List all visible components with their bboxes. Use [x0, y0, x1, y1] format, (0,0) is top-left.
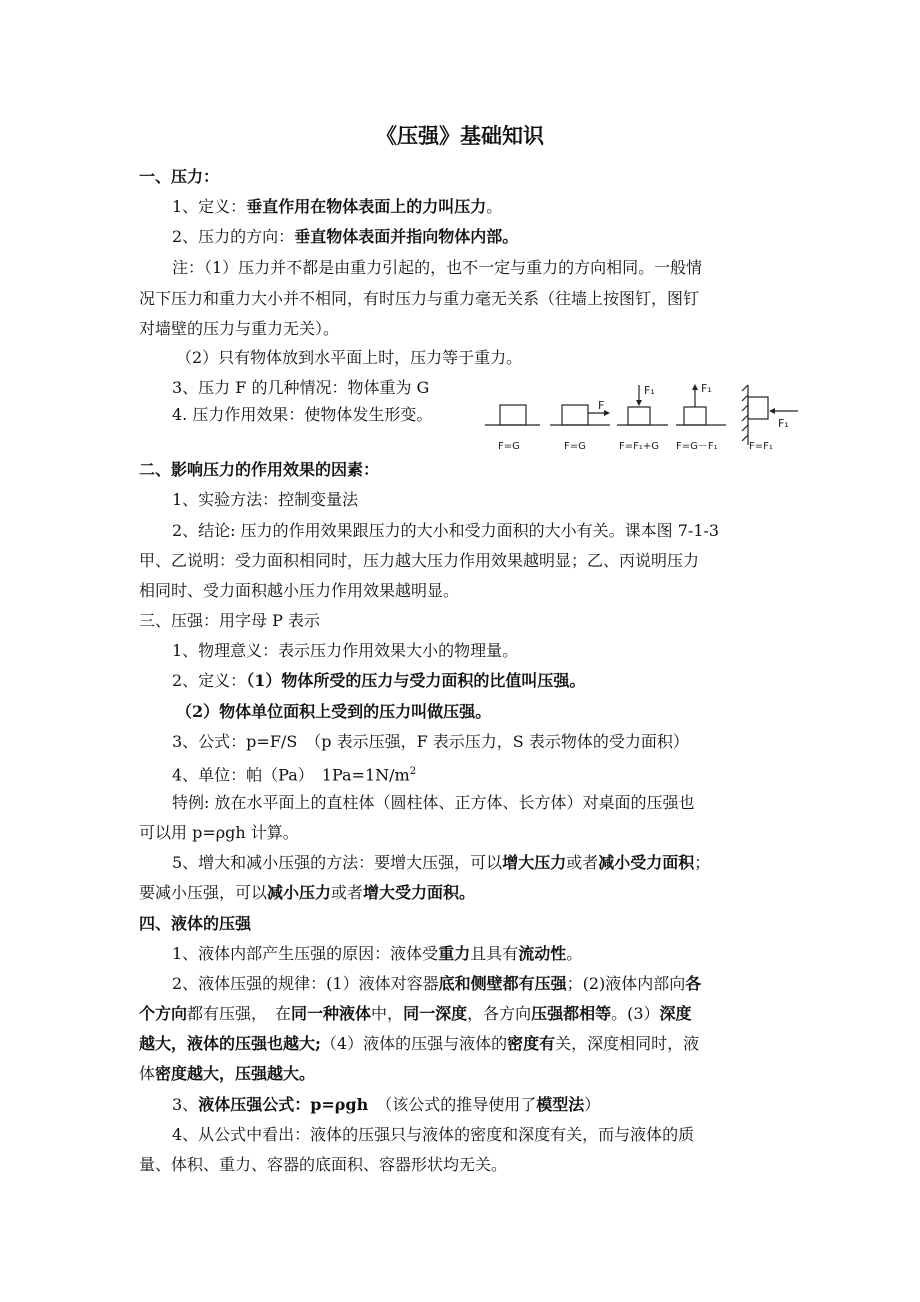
wall-hatch	[742, 415, 748, 421]
text: 5、增大和减小压强的方法：要增大压强，可以	[172, 853, 503, 872]
text-bold: 同一种液体	[291, 1004, 372, 1023]
paragraph-line: 特例: 放在水平面上的直柱体（圆柱体、正方体、长方体）对桌面的压强也	[172, 793, 695, 812]
arrow-head	[604, 410, 610, 416]
liquid-pressure-formula	[172, 1090, 822, 1120]
pressure-effect: 4. 压力作用效果：使物体发生形变。	[172, 405, 433, 424]
text: 2、液体压强的规律：(1）液体对容器	[172, 974, 439, 993]
text: 3、	[172, 1095, 199, 1114]
text: 体	[139, 1064, 156, 1083]
text-bold: 模型法	[536, 1095, 585, 1114]
superscript: 2	[409, 766, 417, 777]
text: ；(2)液体内部向	[566, 974, 686, 993]
text-bold: 垂直物体表面并指向物体内部。	[294, 227, 519, 246]
case-label: F=G－F₁	[676, 441, 718, 452]
liquid-pressure-reason	[172, 939, 822, 969]
text-bold: 深度	[659, 1004, 692, 1023]
pressure-methods-2	[139, 878, 789, 908]
wall-hatch	[742, 425, 748, 431]
text-bold: 压强都相等	[531, 1004, 612, 1023]
pressure-cases: 3、压力 F 的几种情况：物体重为 G	[172, 378, 430, 397]
text-bold: 减小压力	[267, 883, 332, 902]
section-4-heading: 四、液体的压强	[139, 914, 252, 933]
text: （4）液体的压强与液体的	[320, 1034, 508, 1053]
note-line: 对墙壁的压力与重力无关）。	[139, 319, 340, 338]
force-label: F₁	[644, 384, 655, 397]
pressure-intensity-definition	[172, 666, 822, 696]
text-bold: 液体压强公式：p=ρgh	[198, 1095, 369, 1114]
text-bold: 个方向	[139, 1004, 188, 1023]
text-bold: 垂直作用在物体表面上的力叫压力	[246, 197, 487, 216]
liquid-pressure-law	[172, 969, 822, 999]
text: 2、定义：	[172, 671, 247, 690]
liquid-pressure-law	[139, 1059, 789, 1089]
page-title: 《压强》基础知识	[376, 123, 544, 148]
text-bold: 同一深度	[403, 1004, 468, 1023]
note-line: （2）只有物体放到水平面上时，压力等于重力。	[176, 348, 523, 367]
text-bold: 越大，液体的压强也越大;	[139, 1034, 321, 1053]
arrow-head	[636, 400, 642, 406]
text: 中，	[371, 1004, 404, 1023]
text-bold: 底和侧壁都有压强	[438, 974, 567, 993]
case-label: F=G	[564, 441, 586, 452]
wall-hatch	[742, 435, 748, 441]
text: 4、单位：帕（Pa） 1Pa=1N/m	[172, 765, 410, 785]
text: ；	[694, 853, 711, 872]
paragraph-line: 相同时、受力面积越小压力作用效果越明显。	[139, 581, 460, 600]
text: 关，深度相同时，液	[555, 1034, 700, 1053]
paragraph-line: 可以用 p=ρgh 计算。	[139, 823, 299, 842]
arrow-head	[769, 408, 775, 414]
wall-hatch	[742, 395, 748, 401]
text-bold: （1）物体所受的压力与受力面积的比值叫压强。	[246, 671, 586, 690]
text-bold: 密度越大，压强越大。	[155, 1064, 316, 1083]
text: 都有压强， 在	[187, 1004, 292, 1023]
block	[684, 407, 706, 425]
text: 。	[486, 197, 503, 216]
text-bold: 各	[685, 974, 702, 993]
paragraph-line: 量、体积、重力、容器的底面积、容器形状均无关。	[139, 1155, 508, 1174]
block	[500, 405, 526, 425]
liquid-pressure-law	[139, 999, 789, 1029]
note-line: 况下压力和重力大小并不相同，有时压力与重力毫无关系（往墙上按图钉，图钉	[139, 289, 700, 308]
note-line: 注：（1）压力并不都是由重力引起的，也不一定与重力的方向相同。一般情	[172, 258, 703, 277]
section-3-heading: 三、压强：用字母 P 表示	[139, 611, 320, 630]
liquid-pressure-law	[139, 1029, 789, 1059]
text: （该公式的推导使用了	[368, 1095, 537, 1114]
paragraph-line: 1、实验方法：控制变量法	[172, 490, 359, 509]
text: 且具有	[470, 944, 519, 963]
paragraph-line: 甲、乙说明：受力面积相同时，压力越大压力作用效果越明显；乙、丙说明压力	[139, 551, 700, 570]
paragraph-line: 4、从公式中看出：液体的压强只与液体的密度和深度有关，而与液体的质	[172, 1125, 695, 1144]
text-bold: 流动性	[518, 944, 567, 963]
wall-hatch	[742, 405, 748, 411]
text-bold: 增大压力	[502, 853, 567, 872]
block	[628, 407, 650, 425]
force-label: F₁	[778, 417, 789, 430]
paragraph-line: 1、物理意义：表示压力作用效果大小的物理量。	[172, 641, 519, 660]
text: ，各方向	[467, 1004, 532, 1023]
block	[562, 405, 588, 425]
pressure-methods	[172, 848, 822, 878]
pressure-definition	[172, 192, 822, 222]
force-label: F₁	[701, 382, 712, 395]
case-label: F=G	[498, 441, 520, 452]
wall-hatch	[742, 385, 748, 391]
text-bold: 重力	[438, 944, 471, 963]
force-diagram	[480, 375, 810, 460]
text: 2、压力的方向：	[172, 227, 295, 246]
text: 或者	[331, 883, 364, 902]
case-label: F=F₁	[749, 441, 773, 452]
text: 1、液体内部产生压强的原因：液体受	[172, 944, 439, 963]
pressure-intensity-definition-2: （2）物体单位面积上受到的压力叫做压强。	[176, 702, 492, 721]
paragraph-line: 2、结论: 压力的作用效果跟压力的大小和受力面积的大小有关。课本图 7-1-3	[172, 521, 720, 540]
text: 要减小压强，可以	[139, 883, 268, 902]
arrow-head	[692, 384, 698, 390]
case-label: F=F₁+G	[619, 441, 660, 452]
text: 1、定义：	[172, 197, 247, 216]
text-bold: 密度有	[507, 1034, 556, 1053]
block	[748, 397, 768, 419]
force-label: F	[598, 399, 605, 412]
pressure-direction	[172, 222, 822, 252]
text: 。(3）	[611, 1004, 660, 1023]
section-2-heading: 二、影响压力的作用效果的因素：	[139, 460, 380, 479]
section-1-heading: 一、压力：	[139, 167, 220, 186]
text: 。	[566, 944, 583, 963]
pressure-unit	[172, 757, 822, 790]
pressure-formula: 3、公式：p=F/S （p 表示压强，F 表示压力，S 表示物体的受力面积）	[172, 732, 689, 751]
text-bold: 减小受力面积	[598, 853, 695, 872]
text-bold: 增大受力面积。	[363, 883, 476, 902]
text: 或者	[566, 853, 599, 872]
text: ）	[584, 1095, 601, 1114]
